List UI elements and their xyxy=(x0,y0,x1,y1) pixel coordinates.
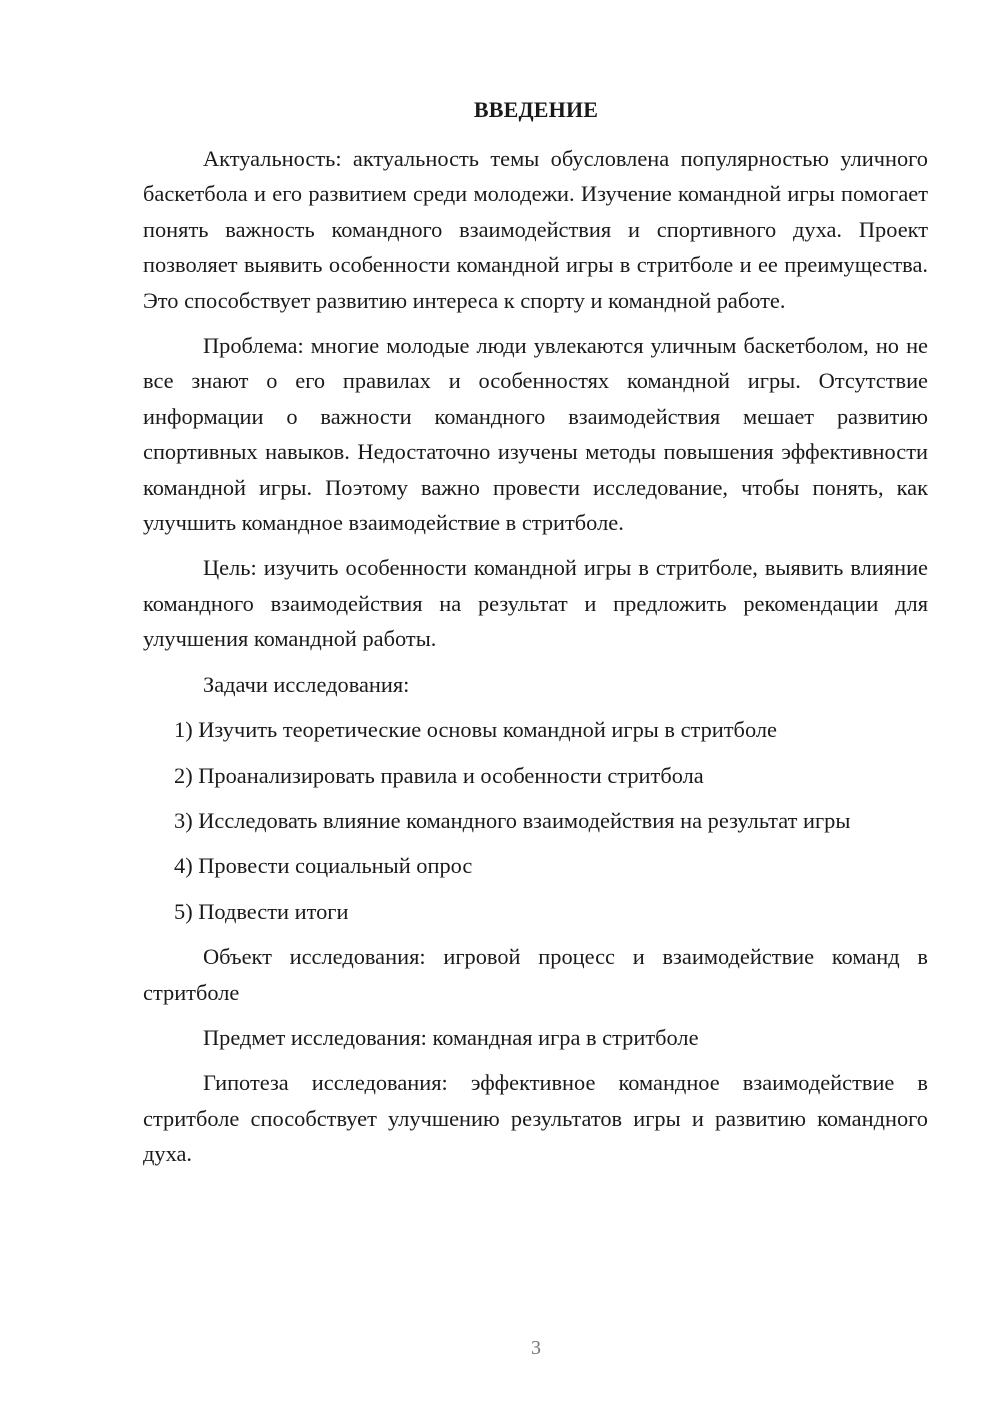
hypothesis-paragraph: Гипотеза исследования: эффективное командное взаимодействие в стритболе способствует улучшению результатов игры и развитию командного духа. xyxy=(143,1070,928,1167)
tasks-title: Задачи исследования: xyxy=(203,671,410,697)
section-heading: ВВЕДЕНИЕ xyxy=(473,97,599,122)
page-number: 3 xyxy=(531,1337,541,1359)
object-paragraph: Объект исследования: игровой процесс и взаимодействие команд в стритболе xyxy=(143,944,928,1005)
task-item: 2) Проанализировать правила и особенности стритбола xyxy=(174,762,704,788)
page-body xyxy=(143,141,928,1182)
problem-paragraph: Проблема: многие молодые люди увлекаются уличным баскетболом, но не все знают о его правилах и особенностях командной игры. Отсутствие информации о важности командного взаимодействия мешает развитию спортивных навыков. Недостаточно изучены методы повышения эффективности командной игры. Поэтому важно провести исследование, чтобы понять, как улучшить командное взаимодействие в стритболе. xyxy=(143,333,928,536)
relevance-paragraph: Актуальность: актуальность темы обусловлена популярностью уличного баскетбола и его развитием среди молодежи. Изучение командной игры помогает понять важность командного взаимодействия и спортивного духа. Проект позволяет выявить особенности командной игры в стритболе и ее преимущества. Это способствует развитию интереса к спорту и командной работе. xyxy=(143,146,928,313)
task-item: 1) Изучить теоретические основы командной игры в стритболе xyxy=(174,717,777,743)
task-item: 5) Подвести итоги xyxy=(174,898,349,924)
goal-paragraph: Цель: изучить особенности командной игры в стритболе, выявить влияние командного взаимодействия на результат и предложить рекомендации для улучшения командной работы. xyxy=(143,555,928,652)
subject-paragraph: Предмет исследования: командная игра в стритболе xyxy=(203,1024,699,1050)
task-item: 3) Исследовать влияние командного взаимодействия на результат игры xyxy=(174,807,851,833)
task-item: 4) Провести социальный опрос xyxy=(174,853,473,879)
